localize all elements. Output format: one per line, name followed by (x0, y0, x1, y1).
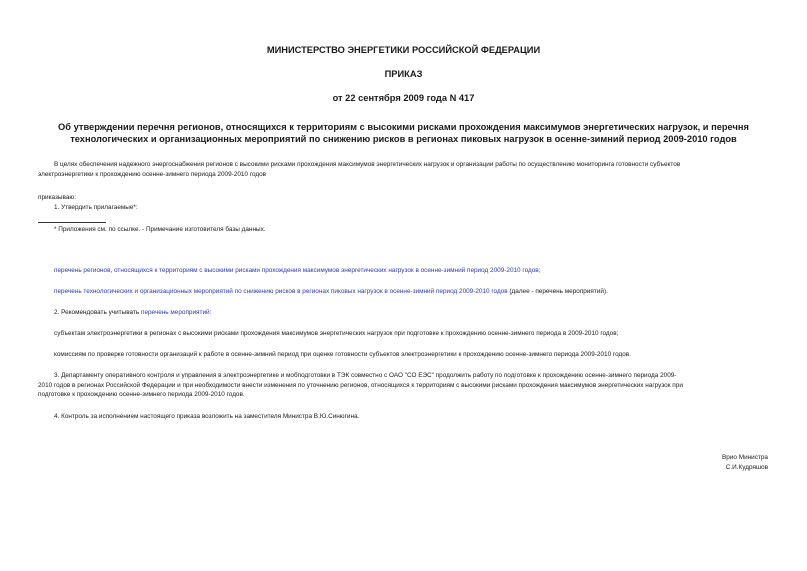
footnote: * Приложения см. по ссылке. - Примечание изготовителя базы данных. (54, 226, 266, 233)
doc-type: ПРИКАЗ (384, 69, 423, 79)
measures-tail: (далее - перечень мероприятий). (507, 288, 608, 295)
measures-paragraph (54, 287, 768, 297)
order-word: приказываю: (38, 194, 76, 201)
signature-position: Врио Министра (722, 454, 768, 461)
item-2-suffix: : (209, 309, 212, 316)
doc-title (40, 121, 767, 145)
item-3-line2: 2010 годов в регионах Российской Федерации и при необходимости внести изменения по уточнению регионов, относящихся к территориям с высокими рисками прохождения максимумов энергетических нагрузок при (38, 381, 683, 389)
item-4: 4. Контроль за исполнением настоящего приказа возложить на заместителя Министра В.Ю.Синюгина. (54, 413, 360, 420)
item-3-line1: 3. Департаменту оперативного контроля и управления в электроэнергетике и мобподготовки в ТЭК совместно с ОАО "СО ЕЭС" продолжить работу по подготовке к прохождению осенне-зимнего периода 2009- (54, 372, 677, 379)
item-3 (38, 371, 768, 400)
doc-date-number: от 22 сентября 2009 года N 417 (332, 93, 475, 103)
intro-line2: электроэнергетики к прохождению осенне-зимнего периода 2009-2010 годов (38, 170, 267, 178)
intro-paragraph (38, 160, 768, 179)
intro-line1: В целях обеспечения надежного энергоснабжения регионов с высокими рисками прохождения максимумов энергетических нагрузок и организации работы по осуществлению мониторинга готовности субъектов (54, 161, 681, 168)
item-2-prefix: 2. Рекомендовать учитывать (54, 309, 141, 316)
item-1: 1. Утвердить прилагаемые*: (54, 204, 138, 211)
link-measures[interactable]: перечень мероприятий (140, 309, 210, 316)
sub-item-b: комиссиям по проверке готовности организаций к работе в осенне-зимний период при оценке готовности субъектов электроэнергетики к прохождению осенне-зимнего периода 2009-2010 годов. (54, 351, 631, 358)
doc-ministry: МИНИСТЕРСТВО ЭНЕРГЕТИКИ РОССИЙСКОЙ ФЕДЕРАЦИИ (266, 45, 541, 55)
sub-item-a: субъектам электроэнергетики в регионах с высокими рисками прохождения максимумов энергетических нагрузок при подготовке к прохождению осенне-зимнего периода в 2009-2010 годов; (54, 330, 619, 337)
footnote-divider (38, 222, 106, 223)
signature-name: С.И.Кудряшов (725, 464, 768, 471)
item-2 (54, 308, 768, 318)
link-measures-list[interactable]: перечень технологических и организационных мероприятий по снижению рисков в регионах пиковых нагрузок в осенне-зимний период 2009-2010 годов (54, 288, 508, 295)
item-3-line3: подготовке к прохождению осенне-зимнего периода 2009-2010 годов. (38, 391, 245, 398)
doc-title-line2: технологических и организационных мероприятий по снижению рисков в регионах пиковых нагрузок в осенне-зимний период 2009-2010 годов (70, 134, 737, 144)
link-regions-list[interactable]: перечень регионов, относящихся к территориям с высокими рисками прохождения максимумов энергетических нагрузок в осенне-зимний период 2009-2010 годов; (54, 267, 541, 274)
doc-title-line1: Об утверждении перечня регионов, относящихся к территориям с высокими рисками прохождения максимумов энергетических нагрузок, и перечня (58, 122, 749, 132)
